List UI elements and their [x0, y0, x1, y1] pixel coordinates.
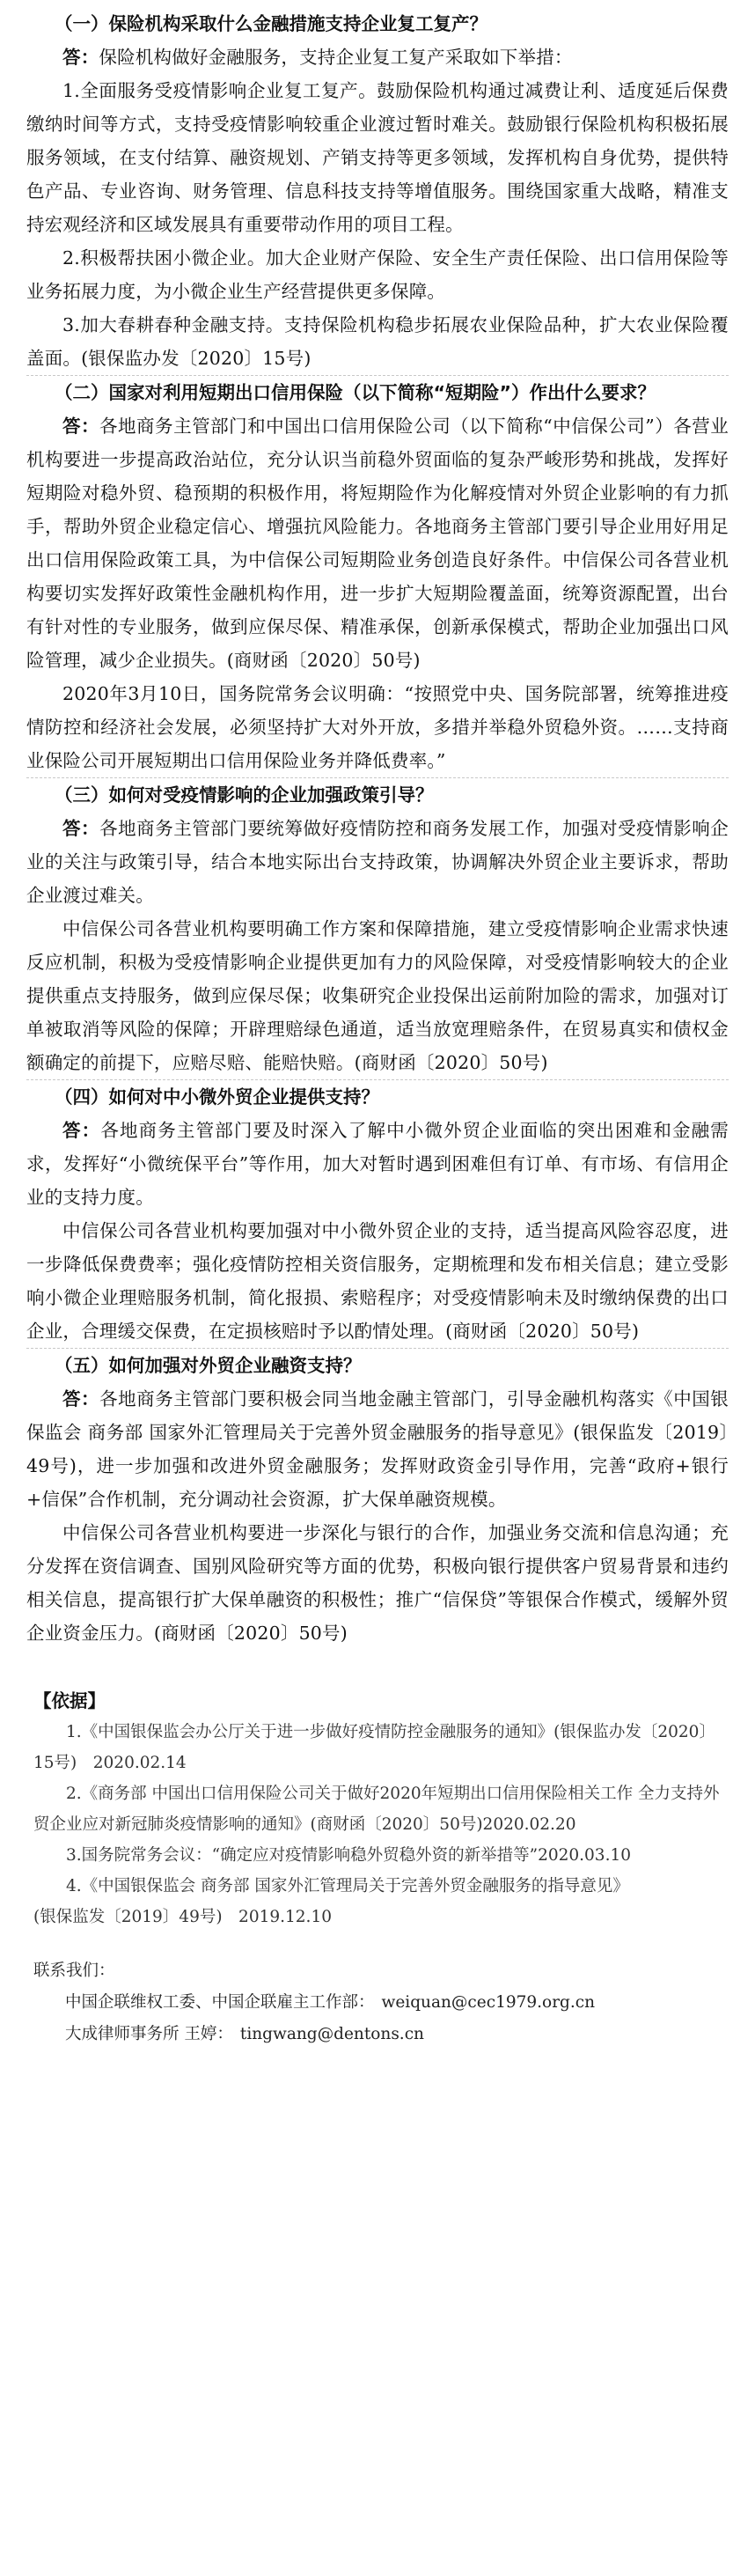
section-title: （三）如何对受疫情影响的企业加强政策引导？ — [55, 784, 434, 806]
answer-label: 答： — [62, 47, 99, 68]
paragraph: 中信保公司各营业机构要加强对中小微外贸企业的支持，适当提高风险容忍度，进一步降低保费费率；强化疫情防控相关资信服务，定期梳理和发布相关信息；建立受影响小微企业理赔服务机制，简化报损、索赔程序；对受疫情影响未及时缴纳保费的出口企业，合理缓交保费，在定损核赔时予以酌情处理。(商财函〔2020〕50号) — [26, 1214, 729, 1349]
paragraph: 2020年3月10日，国务院常务会议明确：“按照党中央、国务院部署，统筹推进疫情防控和经济社会发展，必须坚持扩大对外开放，多措并举稳外贸稳外资。……支持商业保险公司开展短期出口信用保险业务并降低费率。” — [26, 677, 729, 778]
basis-block — [26, 1685, 729, 1932]
answer-text: 各地商务主管部门要统筹做好疫情防控和商务发展工作，加强对受疫情影响企业的关注与政策引导，结合本地实际出台支持政策，协调解决外贸企业主要诉求，帮助企业渡过难关。 — [26, 818, 729, 906]
contact-line — [33, 1987, 729, 2019]
contact-label: 中国企联维权工委、中国企联雇主工作部： — [65, 1993, 375, 2012]
paragraph: 1.全面服务受疫情影响企业复工复产。鼓励保险机构通过减费让利、适度延后保费缴纳时间等方式，支持受疫情影响较重企业渡过暂时难关。鼓励银行保险机构积极拓展服务领域，在支付结算、融资规划、产销支持等更多领域，发挥机构自身优势，提供特色产品、专业咨询、财务管理、信息科技支持等增值服务。围绕国家重大战略，精准支持宏观经济和区域发展具有重要带动作用的项目工程。 — [26, 80, 729, 235]
section-4 — [26, 1080, 729, 1349]
answer-paragraph — [26, 1114, 729, 1214]
basis-item: 3.国务院常务会议：“确定应对疫情影响稳外贸稳外资的新举措等”2020.03.10 — [66, 1846, 631, 1865]
contact-block — [26, 1955, 729, 2050]
answer-paragraph — [26, 409, 729, 677]
contact-email-link[interactable]: weiquan@cec1979.org.cn — [381, 1993, 596, 2012]
section-3 — [26, 778, 729, 1080]
section-title: （一）保险机构采取什么金融措施支持企业复工复产？ — [55, 13, 487, 34]
paragraph: 3.加大春耕春种金融支持。支持保险机构稳步拓展农业保险品种，扩大农业保险覆盖面。(银保监办发〔2020〕15号) — [26, 308, 729, 376]
answer-paragraph — [26, 40, 729, 74]
contact-email-link[interactable]: tingwang@dentons.cn — [239, 2025, 424, 2043]
answer-text: 各地商务主管部门和中国出口信用保险公司（以下简称“中信保公司”）各营业机构要进一步提高政治站位，充分认识当前稳外贸面临的复杂严峻形势和挑战，发挥好短期险对稳外贸、稳预期的积极作用，将短期险作为化解疫情对外贸企业影响的有力抓手，帮助外贸企业稳定信心、增强抗风险能力。各地商务主管部门要引导企业用好用足出口信用保险政策工具，为中信保公司短期险业务创造良好条件。中信保公司各营业机构要切实发挥好政策性金融机构作用，进一步扩大短期险覆盖面，统筹资源配置，出台有针对性的专业服务，做到应保尽保、精准承保，创新承保模式，帮助企业加强出口风险管理，减少企业损失。(商财函〔2020〕50号) — [26, 416, 729, 671]
answer-text: 各地商务主管部门要及时深入了解中小微外贸企业面临的突出困难和金融需求，发挥好“小微统保平台”等作用，加大对暂时遇到困难但有订单、有市场、有信用企业的支持力度。 — [26, 1120, 729, 1208]
basis-item: 4.《中国银保监会 商务部 国家外汇管理局关于完善外贸金融服务的指导意见》 — [66, 1877, 629, 1895]
contact-label: 大成律师事务所 王婷： — [65, 2025, 233, 2043]
basis-title: 【依据】 — [33, 1690, 106, 1711]
basis-item: 2.《商务部 中国出口信用保险公司关于做好2020年短期出口信用保险相关工作 全力支持外贸企业应对新冠肺炎疫情影响的通知》(商财函〔2020〕50号)2020.02.20 — [33, 1785, 720, 1834]
answer-label: 答： — [62, 1388, 100, 1409]
answer-label: 答： — [62, 818, 100, 839]
basis-item-continued: (银保监发〔2019〕49号) 2019.12.10 — [33, 1908, 332, 1926]
section-title: （四）如何对中小微外贸企业提供支持？ — [55, 1086, 379, 1108]
answer-text: 各地商务主管部门要积极会同当地金融主管部门，引导金融机构落实《中国银保监会 商务部 国家外汇管理局关于完善外贸金融服务的指导意见》(银保监发〔2019〕49号)，进一步加强和改进外贸金融服务；发挥财政资金引导作用，完善“政府+银行+信保”合作机制，充分调动社会资源，扩大保单融资规模。 — [26, 1388, 729, 1510]
contact-line — [33, 2019, 729, 2050]
paragraph: 2.积极帮扶困小微企业。加大企业财产保险、安全生产责任保险、出口信用保险等业务拓展力度，为小微企业生产经营提供更多保障。 — [26, 247, 729, 302]
answer-paragraph — [26, 1382, 729, 1516]
section-title: （五）如何加强对外贸企业融资支持？ — [55, 1355, 362, 1376]
contact-title: 联系我们： — [33, 1961, 115, 1980]
section-1 — [26, 7, 729, 376]
paragraph: 中信保公司各营业机构要明确工作方案和保障措施，建立受疫情影响企业需求快速反应机制，积极为受疫情影响企业提供更加有力的风险保障，对受疫情影响较大的企业提供重点支持服务，做到应保尽保；收集研究企业投保出运前附加险的需求，加强对订单被取消等风险的保障；开辟理赔绿色通道，适当放宽理赔条件，在贸易真实和债权金额确定的前提下，应赔尽赔、能赔快赔。(商财函〔2020〕50号) — [26, 912, 729, 1080]
answer-text: 保险机构做好金融服务，支持企业复工复产采取如下举措： — [99, 47, 573, 68]
section-5 — [26, 1349, 729, 1650]
answer-paragraph — [26, 812, 729, 912]
answer-label: 答： — [62, 416, 100, 437]
section-2 — [26, 376, 729, 778]
section-title: （二）国家对利用短期出口信用保险（以下简称“短期险”）作出什么要求？ — [55, 382, 656, 403]
basis-item: 1.《中国银保监会办公厅关于进一步做好疫情防控金融服务的通知》(银保监办发〔2020〕15号) 2020.02.14 — [33, 1723, 715, 1772]
answer-label: 答： — [62, 1120, 101, 1141]
paragraph: 中信保公司各营业机构要进一步深化与银行的合作，加强业务交流和信息沟通；充分发挥在资信调查、国别风险研究等方面的优势，积极向银行提供客户贸易背景和违约相关信息，提高银行扩大保单融资的积极性；推广“信保贷”等银保合作模式，缓解外贸企业资金压力。(商财函〔2020〕50号) — [26, 1522, 729, 1644]
